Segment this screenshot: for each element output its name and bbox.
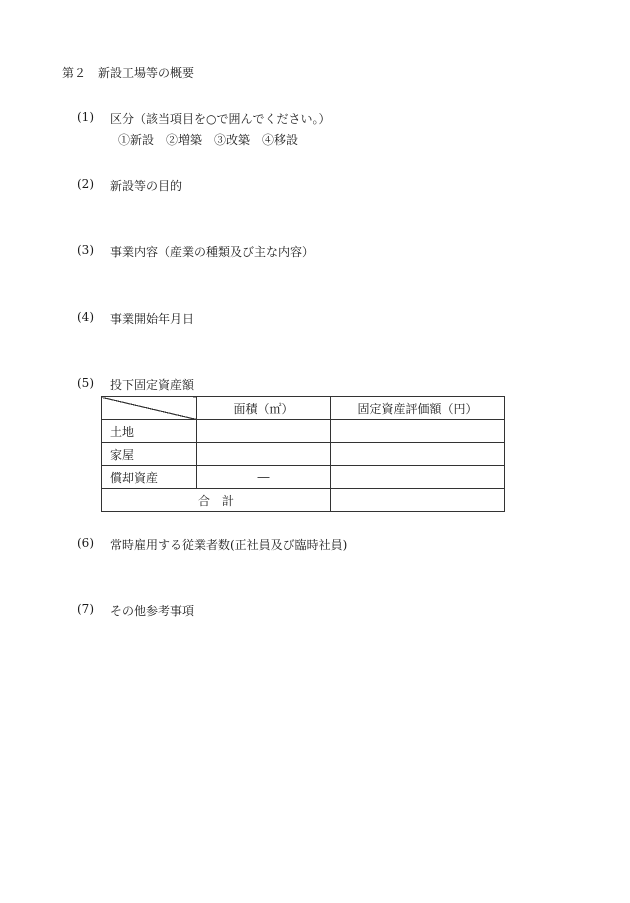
item-label-3: 事業内容（産業の種類及び主な内容）	[110, 245, 315, 259]
diagonal-header-cell	[102, 397, 197, 420]
item-label-4: 事業開始年月日	[110, 312, 195, 326]
section-heading: 第２ 新設工場等の概要	[62, 66, 195, 80]
item-label-6: 常時雇用する従業者数(正社員及び臨時社員)	[110, 538, 348, 552]
header-area-text: 面積（㎡	[233, 401, 282, 416]
item-number-1: (1)	[77, 110, 94, 124]
item-number-3: (3)	[77, 243, 94, 257]
item-number-7: (7)	[77, 602, 94, 616]
category-options: ①新設 ②増築 ③改築 ④移設	[118, 133, 299, 147]
row-label-depreciable: 償却資産	[102, 466, 197, 489]
table-row	[102, 420, 505, 443]
table-row	[102, 443, 505, 466]
row-label-building: 家屋	[102, 443, 197, 466]
header-area-close: ）	[281, 401, 294, 416]
item-label-7: その他参考事項	[110, 604, 195, 618]
item-number-6: (6)	[77, 536, 94, 550]
fixed-assets-table	[101, 396, 505, 512]
item-number-2: (2)	[77, 177, 94, 191]
header-value: 固定資産評価額（円）	[331, 397, 505, 420]
table-header-row	[102, 397, 505, 420]
table-total-row	[102, 489, 505, 512]
cell-value-land[interactable]	[331, 420, 505, 443]
cell-area-depreciable: ―	[197, 466, 331, 489]
row-label-land: 土地	[102, 420, 197, 443]
cell-area-building[interactable]	[197, 443, 331, 466]
total-value[interactable]	[331, 489, 505, 512]
cell-area-land[interactable]	[197, 420, 331, 443]
total-label: 合 計	[102, 489, 331, 512]
item-number-4: (4)	[77, 310, 94, 324]
header-area	[197, 397, 331, 420]
item-number-5: (5)	[77, 376, 94, 390]
item-label-2: 新設等の目的	[110, 179, 183, 193]
item-label-5: 投下固定資産額	[110, 378, 195, 392]
item-label-1: 区分（該当項目を○で囲んでください。）	[110, 112, 331, 126]
table-row	[102, 466, 505, 489]
cell-value-depreciable[interactable]	[331, 466, 505, 489]
cell-value-building[interactable]	[331, 443, 505, 466]
